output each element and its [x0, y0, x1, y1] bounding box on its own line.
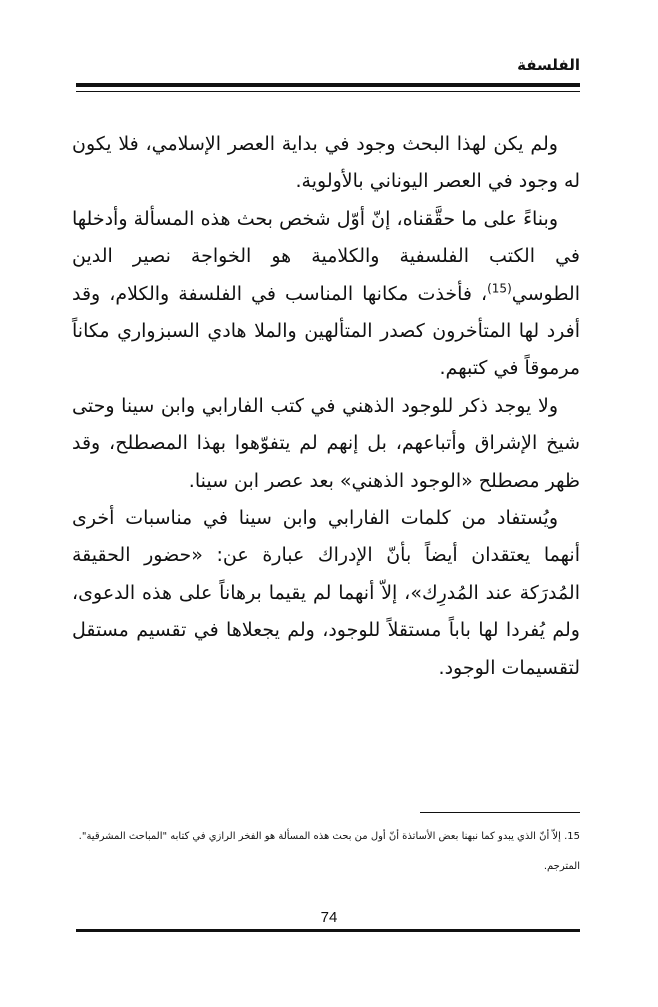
paragraph-2-after-note: ، فأخذت مكانها المناسب في الفلسفة والكلام، وقد أفرد لها المتأخرون كصدر المتألهين والملا هادي السبزواري مكاناً مرموقاً في كتبهم.: [72, 282, 580, 380]
footnote-text: 15. إلاّ أنّ الذي يبدو كما نبهنا بعض الأساتذة أنّ أول من بحث هذه المسألة هو الفخر الرازي في كتابه "المباحث المشرقية". المترجم.: [78, 831, 580, 872]
paragraph-4: ويُستفاد من كلمات الفارابي وابن سينا في مناسبات أخرى أنهما يعتقدان أيضاً بأنّ الإدراك عبارة عن: «حضور الحقيقة المُدرَكة عند المُدرِك»، إلاّ أنهما لم يقيما برهاناً على هذه الدعوى، ولم يُفردا لها باباً مستقلاً للوجود، ولم يجعلاها في تقسيم مستقل لتقسيمات الوجود.: [72, 507, 580, 679]
running-header: الفلسفة: [517, 56, 580, 74]
paragraph-2: [72, 201, 580, 388]
paragraph-3: ولا يوجد ذكر للوجود الذهني في كتب الفارابي وابن سينا وحتى شيخ الإشراق وأتباعهم، بل إنهم لم يتفوّهوا بهذا المصطلح، وقد ظهر مصطلح «الوجود الذهني» بعد عصر ابن سينا.: [72, 394, 580, 492]
footnote-separator: [420, 812, 580, 813]
paragraph-1: ولم يكن لهذا البحث وجود في بداية العصر الإسلامي، فلا يكون له وجود في العصر اليوناني بالأولوية.: [72, 133, 580, 193]
body-text: [72, 126, 580, 687]
header-rule-thick: [76, 83, 580, 87]
page-number: 74: [320, 909, 338, 926]
paragraph-2-before-note: وبناءً على ما حقَّقناه، إنّ أوّل شخص بحث هذه المسألة وأدخلها في الكتب الفلسفية والكلامية هو الخواجة نصير الدين الطوسي: [72, 207, 580, 305]
footer-rule: [76, 929, 580, 932]
header-rule-thin: [76, 91, 580, 92]
footnote-reference: (15): [487, 281, 512, 296]
